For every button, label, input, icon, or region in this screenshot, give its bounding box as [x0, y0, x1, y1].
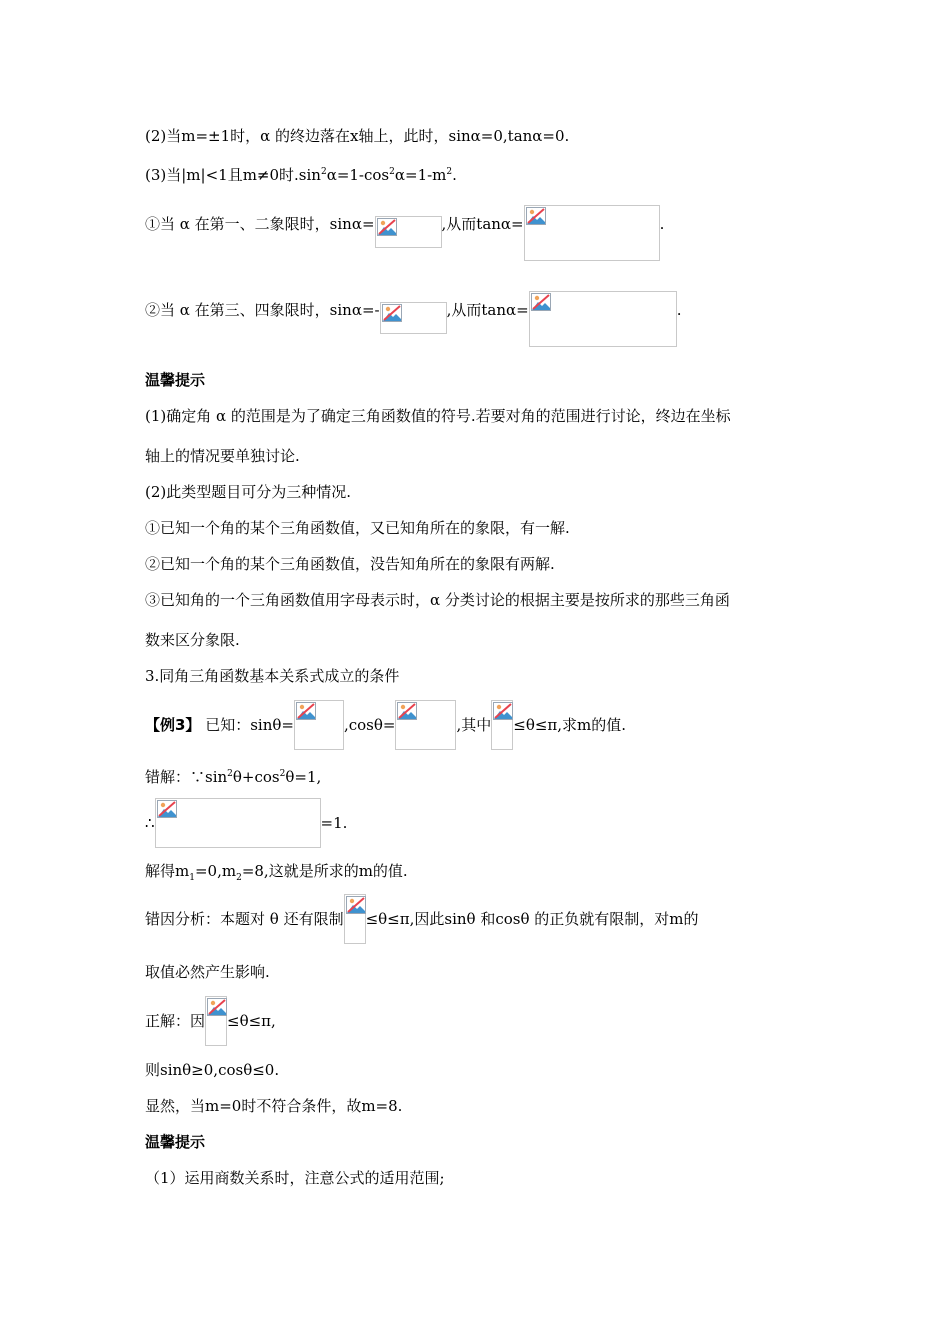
text: ①当 α 在第一、二象限时，sinα=	[145, 215, 375, 233]
text: .	[676, 301, 682, 319]
text: .	[659, 215, 665, 233]
superscript: 2	[227, 769, 233, 779]
text: α=1-cos	[326, 166, 390, 184]
tip1-line: ①已知一个角的某个三角函数值，又已知角所在的象限，有一解.	[145, 519, 570, 537]
text: (3)当|m|<1且m≠0时.sin	[145, 166, 321, 184]
text: θ+cos	[232, 768, 280, 786]
formula-image	[380, 302, 447, 334]
tip1-line: 轴上的情况要单独讨论.	[145, 447, 300, 465]
text: 解得m	[145, 862, 190, 880]
section-heading: 3.同角三角函数基本关系式成立的条件	[145, 667, 400, 685]
text: 正解：因	[145, 1012, 206, 1030]
solution-result	[145, 861, 408, 888]
line-quadrant-3-4	[145, 300, 681, 347]
formula-image	[375, 216, 442, 248]
broken-image-icon	[397, 702, 417, 720]
example-3	[145, 715, 626, 750]
text: 错解：∵sin	[145, 768, 228, 786]
line-quadrant-1-2	[145, 214, 664, 261]
text: 错因分析：本题对 θ 还有限制	[145, 910, 344, 928]
formula-image	[529, 291, 677, 347]
formula-image	[294, 700, 344, 750]
text: θ=1,	[285, 768, 322, 786]
tip1-line: (1)确定角 α 的范围是为了确定三角函数值的符号.若要对角的范围进行讨论，终边在坐标	[145, 407, 731, 425]
broken-image-icon	[526, 207, 546, 225]
formula-image	[205, 996, 227, 1046]
text: =8,这就是所求的m的值.	[241, 862, 408, 880]
tip1-line: (2)此类型题目可分为三种情况.	[145, 483, 352, 501]
broken-image-icon	[296, 702, 316, 720]
broken-image-icon	[207, 998, 227, 1016]
formula-image	[395, 700, 456, 750]
formula-image	[491, 700, 513, 750]
text: ≤θ≤π,	[227, 1012, 276, 1030]
tip1-line: 数来区分象限.	[145, 631, 240, 649]
text: ≤θ≤π,求m的值.	[513, 716, 627, 734]
therefore-symbol: ∴	[145, 814, 155, 832]
subscript: 2	[236, 873, 242, 883]
therefore-line	[145, 813, 347, 848]
tip1-line: ③已知角的一个三角函数值用字母表示时，α 分类讨论的根据主要是按所求的那些三角函	[145, 591, 730, 609]
example-label: 【例3】	[145, 716, 201, 734]
superscript: 2	[389, 167, 395, 177]
line-case-3	[145, 162, 457, 185]
tip-title-2: 温馨提示	[145, 1133, 206, 1151]
error-analysis	[145, 909, 698, 944]
text: =0,m	[194, 862, 237, 880]
line-case-2: (2)当m=±1时，α 的终边落在x轴上，此时，sinα=0,tanα=0.	[145, 127, 570, 145]
text: ②当 α 在第三、四象限时，sinα=-	[145, 301, 380, 319]
wrong-solution	[145, 764, 321, 787]
broken-image-icon	[531, 293, 551, 311]
tip-title-1: 温馨提示	[145, 371, 206, 389]
text: ,从而tanα=	[446, 301, 529, 319]
text: ,从而tanα=	[441, 215, 524, 233]
correct-solution	[145, 1011, 276, 1046]
error-analysis-cont: 取值必然产生影响.	[145, 963, 270, 981]
text: ≤θ≤π,因此sinθ 和cosθ 的正负就有限制，对m的	[365, 910, 699, 928]
superscript: 2	[446, 167, 453, 177]
broken-image-icon	[157, 800, 177, 818]
sign-line: 则sinθ≥0,cosθ≤0.	[145, 1061, 280, 1079]
broken-image-icon	[493, 702, 513, 720]
superscript: 2	[320, 167, 327, 177]
text: ,其中	[456, 716, 492, 734]
tip2-line: （1）运用商数关系时，注意公式的适用范围;	[145, 1169, 445, 1187]
text: 已知：sinθ=	[200, 716, 294, 734]
formula-image	[344, 894, 366, 944]
subscript: 1	[189, 873, 195, 883]
superscript: 2	[279, 769, 286, 779]
tip1-line: ②已知一个角的某个三角函数值，没告知角所在的象限有两解.	[145, 555, 555, 573]
text: =1.	[320, 814, 348, 832]
text: .	[452, 166, 457, 184]
formula-image	[155, 798, 321, 848]
broken-image-icon	[377, 218, 397, 236]
text: ,cosθ=	[343, 716, 396, 734]
broken-image-icon	[382, 304, 402, 322]
broken-image-icon	[346, 896, 366, 914]
formula-image	[524, 205, 660, 261]
text: α=1-m	[394, 166, 447, 184]
conclusion: 显然，当m=0时不符合条件，故m=8.	[145, 1097, 403, 1115]
